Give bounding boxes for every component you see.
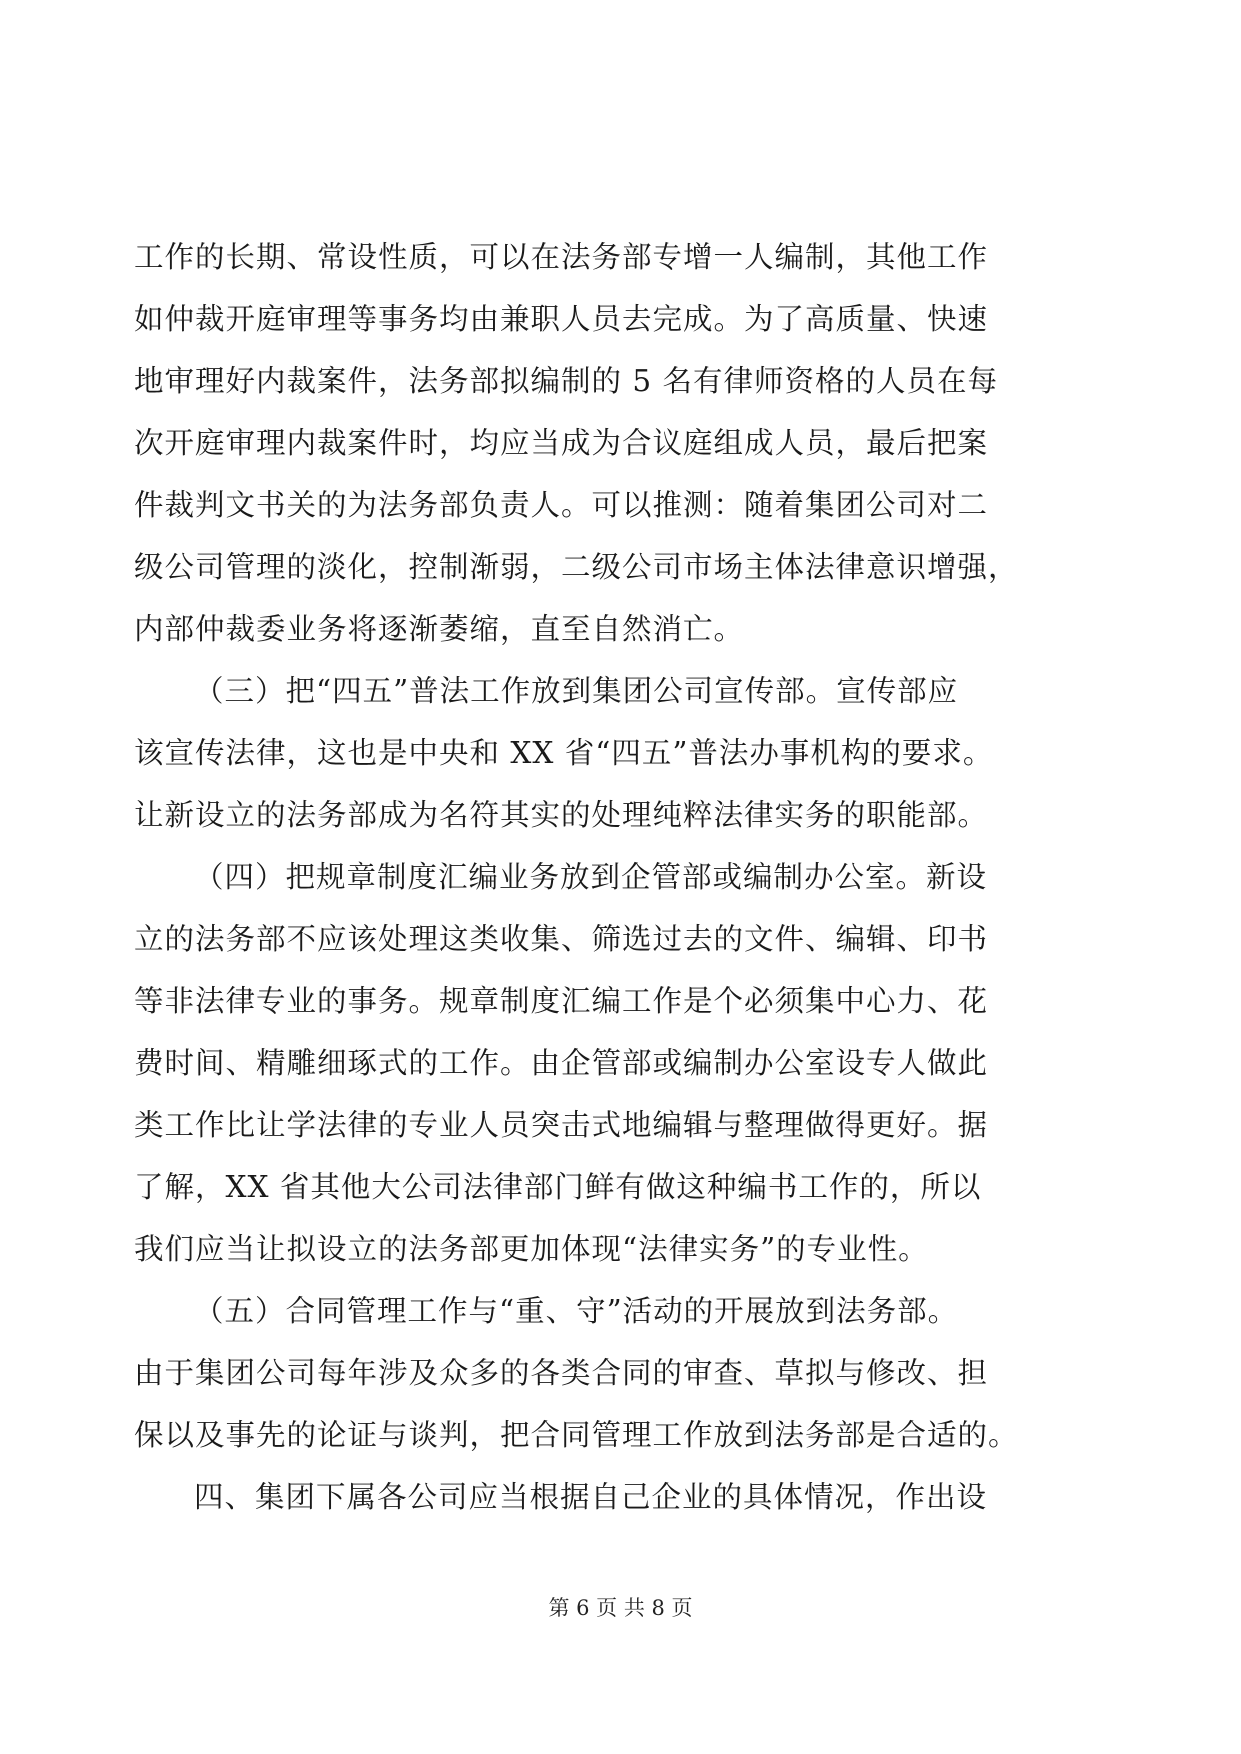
text-line: 工作的长期、常设性质，可以在法务部专增一人编制，其他工作 [134,240,989,274]
text-line: 费时间、精雕细琢式的工作。由企管部或编制办公室设专人做此 [134,1046,989,1080]
text-line: 如仲裁开庭审理等事务均由兼职人员去完成。为了高质量、快速 [134,302,989,336]
text-line: 地审理好内裁案件，法务部拟编制的 5 名有律师资格的人员在每 [134,364,999,398]
text-line: 了解，XX 省其他大公司法律部门鲜有做这种编书工作的，所以 [134,1170,982,1204]
text-line: 类工作比让学法律的专业人员突击式地编辑与整理做得更好。据 [134,1108,989,1142]
text-line: 立的法务部不应该处理这类收集、筛选过去的文件、编辑、印书 [134,922,989,956]
text-line: （三）把“四五”普法工作放到集团公司宣传部。宣传部应 [194,674,959,708]
text-line: 该宣传法律，这也是中央和 XX 省“四五”普法办事机构的要求。 [134,736,994,770]
text-line: 件裁判文书关的为法务部负责人。可以推测：随着集团公司对二 [134,488,989,522]
text-line: 让新设立的法务部成为名符其实的处理纯粹法律实务的职能部。 [134,798,989,832]
text-line: 级公司管理的淡化，控制渐弱，二级公司市场主体法律意识增强， [134,550,1019,584]
text-line: 我们应当让拟设立的法务部更加体现“法律实务”的专业性。 [134,1232,929,1266]
text-line: 四、集团下属各公司应当根据自己企业的具体情况，作出设 [194,1480,988,1514]
text-line: 由于集团公司每年涉及众多的各类合同的审查、草拟与修改、担 [134,1356,989,1390]
text-line: 等非法律专业的事务。规章制度汇编工作是个必须集中心力、花 [134,984,989,1018]
text-line: 次开庭审理内裁案件时，均应当成为合议庭组成人员，最后把案 [134,426,989,460]
body-text [134,226,1114,1528]
text-line: 内部仲裁委业务将逐渐萎缩，直至自然消亡。 [134,612,745,646]
text-line: （四）把规章制度汇编业务放到企管部或编制办公室。新设 [194,860,988,894]
text-line: （五）合同管理工作与“重、守”活动的开展放到法务部。 [194,1294,959,1328]
text-line: 保以及事先的论证与谈判，把合同管理工作放到法务部是合适的。 [134,1418,1019,1452]
page-number-footer: 第 6 页 共 8 页 [548,1596,693,1620]
